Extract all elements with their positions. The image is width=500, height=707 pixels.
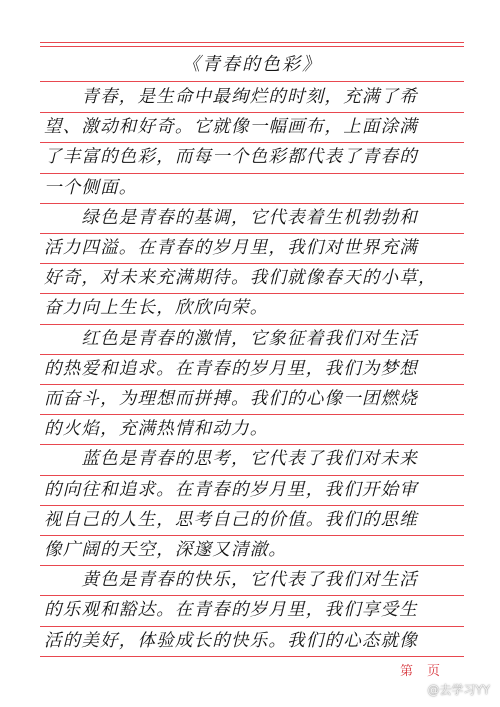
essay-line: 青春，是生命中最绚烂的时刻，充满了希 <box>44 87 418 107</box>
top-double-rule-upper <box>40 42 464 43</box>
essay-line: 好奇，对未来充满期待。我们就像春天的小草， <box>44 268 437 289</box>
essay-line: 一个侧面。 <box>44 177 138 198</box>
essay-line: 红色是青春的激情，它象征着我们对生活 <box>44 328 418 349</box>
ruled-line <box>40 656 464 657</box>
essay-line: 视自己的人生，思考自己的价值。我们的思维 <box>44 509 418 530</box>
essay-line: 而奋斗，为理想而拼搏。我们的心像一团燃烧 <box>44 389 418 409</box>
page-number-label: 第页 <box>400 664 455 679</box>
essay-line: 的乐观和豁达。在青春的岁月里，我们享受生 <box>44 600 418 621</box>
top-double-rule-lower <box>40 46 464 47</box>
essay-line: 蓝色是青春的思考，它代表了我们对未来 <box>44 449 418 470</box>
essay-title: 《青春的色彩》 <box>182 54 322 75</box>
essay-line: 的热爱和追求。在青春的岁月里，我们为梦想 <box>44 358 418 379</box>
essay-line: 活力四溢。在青春的岁月里，我们对世界充满 <box>44 238 418 258</box>
essay-line: 了丰富的色彩，而每一个色彩都代表了青春的 <box>44 147 418 168</box>
essay-line: 奋力向上生长，欣欣向荣。 <box>44 298 269 319</box>
essay-line: 的火焰，充满热情和动力。 <box>44 419 269 440</box>
essay-line: 绿色是青春的基调，它代表着生机勃勃和 <box>44 207 418 228</box>
essay-line: 的向往和追求。在青春的岁月里，我们开始审 <box>44 479 418 500</box>
essay-line: 像广阔的天空，深邃又清澈。 <box>44 540 288 560</box>
essay-line: 活的美好，体验成长的快乐。我们的心态就像 <box>44 630 418 651</box>
essay-line: 黄色是青春的快乐，它代表了我们对生活 <box>44 570 418 591</box>
essay-line: 望、激动和好奇。它就像一幅画布，上面涂满 <box>44 117 418 138</box>
watermark: @去学习YY <box>427 683 490 697</box>
